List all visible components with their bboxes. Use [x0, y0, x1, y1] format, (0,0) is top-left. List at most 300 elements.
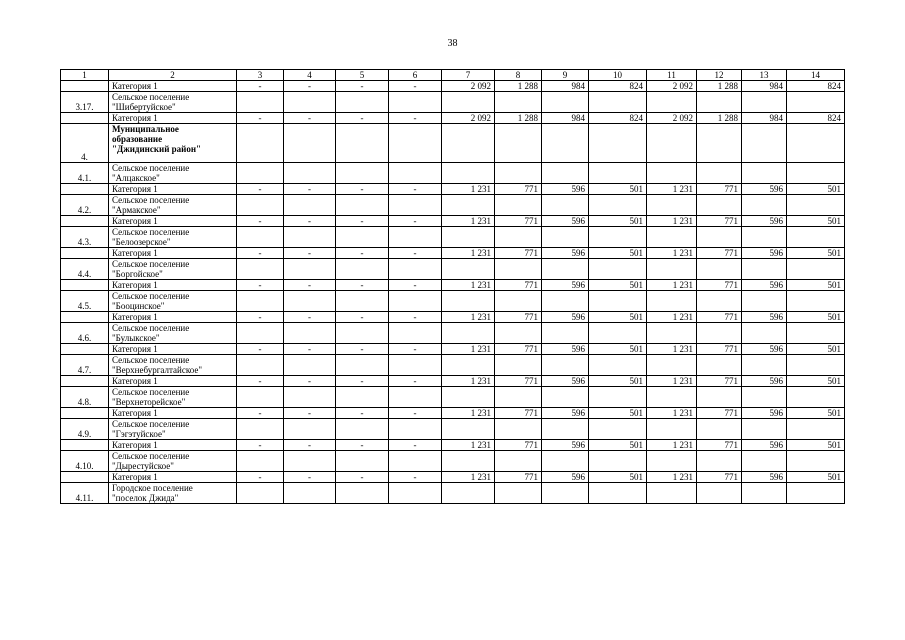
dash-cell: -: [336, 408, 389, 419]
dash-cell: -: [237, 312, 284, 323]
row-index: 4.11.: [61, 483, 109, 504]
empty-cell: [442, 387, 495, 408]
row-index: 4.4.: [61, 259, 109, 280]
empty-cell: [589, 483, 647, 504]
section-name-line: Сельское поселение: [112, 355, 190, 365]
empty-cell: [237, 483, 284, 504]
empty-cell: [336, 227, 389, 248]
value-cell: 596: [742, 440, 787, 451]
empty-cell: [542, 92, 589, 113]
category-row: [61, 113, 845, 124]
row-index-cell: [61, 248, 109, 259]
empty-cell: [742, 92, 787, 113]
value-cell: 1 231: [647, 472, 697, 483]
empty-cell: [589, 195, 647, 216]
value-cell: 596: [742, 408, 787, 419]
section-name-line: "Армакское": [112, 205, 161, 215]
empty-cell: [336, 195, 389, 216]
row-index: 4.10.: [61, 451, 109, 472]
empty-cell: [589, 92, 647, 113]
value-cell: 501: [589, 344, 647, 355]
category-row: [61, 472, 845, 483]
empty-cell: [389, 124, 442, 163]
value-cell: 501: [589, 472, 647, 483]
value-cell: 771: [697, 280, 742, 291]
table-body: [61, 70, 845, 504]
empty-cell: [647, 451, 697, 472]
dash-cell: -: [389, 280, 442, 291]
category-label: Категория 1: [109, 113, 237, 124]
empty-cell: [647, 355, 697, 376]
empty-cell: [697, 419, 742, 440]
empty-cell: [495, 92, 542, 113]
empty-cell: [495, 323, 542, 344]
empty-cell: [697, 92, 742, 113]
row-index: 4.3.: [61, 227, 109, 248]
value-cell: 1 231: [647, 216, 697, 227]
row-index: 4.2.: [61, 195, 109, 216]
value-cell: 501: [787, 344, 845, 355]
column-header: 11: [647, 70, 697, 81]
empty-cell: [742, 387, 787, 408]
empty-cell: [787, 483, 845, 504]
empty-cell: [787, 451, 845, 472]
empty-cell: [742, 195, 787, 216]
empty-cell: [787, 259, 845, 280]
section-name: [109, 483, 237, 504]
empty-cell: [389, 163, 442, 184]
section-row: [61, 259, 845, 280]
column-header: 9: [542, 70, 589, 81]
value-cell: 501: [787, 312, 845, 323]
value-cell: 1 231: [442, 376, 495, 387]
empty-cell: [237, 419, 284, 440]
dash-cell: -: [284, 344, 336, 355]
value-cell: 596: [742, 248, 787, 259]
section-name-line: Городское поселение: [112, 483, 193, 493]
value-cell: 2 092: [647, 81, 697, 92]
empty-cell: [237, 163, 284, 184]
empty-cell: [389, 483, 442, 504]
row-index-cell: [61, 81, 109, 92]
empty-cell: [742, 163, 787, 184]
row-index: 4.7.: [61, 355, 109, 376]
empty-cell: [787, 124, 845, 163]
section-name-line: "Верхнебургалтайское": [112, 365, 203, 375]
column-header: 14: [787, 70, 845, 81]
section-name-line: Сельское поселение: [112, 195, 190, 205]
section-name: [109, 323, 237, 344]
section-name: [109, 419, 237, 440]
value-cell: 824: [787, 113, 845, 124]
value-cell: 1 288: [495, 113, 542, 124]
section-name: [109, 124, 237, 163]
empty-cell: [495, 355, 542, 376]
dash-cell: -: [336, 344, 389, 355]
value-cell: 596: [542, 344, 589, 355]
category-label: Категория 1: [109, 184, 237, 195]
empty-cell: [284, 451, 336, 472]
value-cell: 1 231: [647, 280, 697, 291]
empty-cell: [589, 355, 647, 376]
section-name-line: "Боргойское": [112, 269, 163, 279]
empty-cell: [284, 291, 336, 312]
empty-cell: [389, 92, 442, 113]
dash-cell: -: [336, 248, 389, 259]
empty-cell: [542, 259, 589, 280]
value-cell: 771: [697, 344, 742, 355]
empty-cell: [284, 124, 336, 163]
empty-cell: [589, 163, 647, 184]
value-cell: 2 092: [442, 81, 495, 92]
dash-cell: -: [284, 184, 336, 195]
value-cell: 596: [542, 312, 589, 323]
empty-cell: [542, 323, 589, 344]
category-label: Категория 1: [109, 216, 237, 227]
category-row: [61, 312, 845, 323]
value-cell: 501: [787, 216, 845, 227]
value-cell: 596: [542, 216, 589, 227]
empty-cell: [787, 323, 845, 344]
value-cell: 501: [787, 408, 845, 419]
value-cell: 596: [742, 472, 787, 483]
category-label: Категория 1: [109, 408, 237, 419]
dash-cell: -: [336, 376, 389, 387]
empty-cell: [442, 451, 495, 472]
empty-cell: [495, 227, 542, 248]
category-label: Категория 1: [109, 376, 237, 387]
value-cell: 1 231: [442, 184, 495, 195]
value-cell: 596: [542, 408, 589, 419]
section-name-line: "Булыкское": [112, 333, 160, 343]
empty-cell: [336, 163, 389, 184]
value-cell: 771: [495, 344, 542, 355]
dash-cell: -: [284, 440, 336, 451]
value-cell: 1 288: [697, 113, 742, 124]
dash-cell: -: [336, 81, 389, 92]
dash-cell: -: [389, 113, 442, 124]
empty-cell: [495, 291, 542, 312]
section-name-line: Сельское поселение: [112, 323, 190, 333]
value-cell: 771: [495, 248, 542, 259]
dash-cell: -: [237, 376, 284, 387]
category-row: [61, 280, 845, 291]
category-label: Категория 1: [109, 344, 237, 355]
value-cell: 771: [697, 440, 742, 451]
category-label: Категория 1: [109, 280, 237, 291]
empty-cell: [697, 387, 742, 408]
empty-cell: [442, 483, 495, 504]
dash-cell: -: [284, 312, 336, 323]
empty-cell: [542, 163, 589, 184]
value-cell: 771: [697, 472, 742, 483]
empty-cell: [336, 355, 389, 376]
row-index-cell: [61, 472, 109, 483]
value-cell: 1 231: [647, 312, 697, 323]
empty-cell: [442, 419, 495, 440]
row-index-cell: [61, 184, 109, 195]
column-header: 6: [389, 70, 442, 81]
empty-cell: [787, 355, 845, 376]
category-row: [61, 81, 845, 92]
empty-cell: [237, 227, 284, 248]
empty-cell: [542, 355, 589, 376]
empty-cell: [442, 124, 495, 163]
empty-cell: [742, 259, 787, 280]
empty-cell: [647, 419, 697, 440]
empty-cell: [495, 451, 542, 472]
section-row: [61, 163, 845, 184]
value-cell: 771: [697, 248, 742, 259]
value-cell: 824: [589, 81, 647, 92]
empty-cell: [589, 451, 647, 472]
empty-cell: [697, 323, 742, 344]
dash-cell: -: [389, 408, 442, 419]
dash-cell: -: [237, 280, 284, 291]
dash-cell: -: [389, 248, 442, 259]
empty-cell: [647, 92, 697, 113]
empty-cell: [542, 124, 589, 163]
value-cell: 1 288: [697, 81, 742, 92]
row-index: 3.17.: [61, 92, 109, 113]
empty-cell: [237, 451, 284, 472]
section-name: [109, 291, 237, 312]
dash-cell: -: [389, 184, 442, 195]
row-index-cell: [61, 216, 109, 227]
value-cell: 1 231: [647, 184, 697, 195]
section-name-line: Сельское поселение: [112, 451, 190, 461]
section-name: [109, 259, 237, 280]
empty-cell: [542, 387, 589, 408]
section-name-line: "Гэгэтуйское": [112, 429, 166, 439]
empty-cell: [589, 323, 647, 344]
row-index-cell: [61, 408, 109, 419]
section-row: [61, 483, 845, 504]
empty-cell: [542, 227, 589, 248]
value-cell: 596: [742, 280, 787, 291]
column-header: 1: [61, 70, 109, 81]
category-row: [61, 216, 845, 227]
empty-cell: [237, 195, 284, 216]
section-row: [61, 355, 845, 376]
value-cell: 501: [589, 312, 647, 323]
value-cell: 596: [542, 472, 589, 483]
value-cell: 501: [589, 280, 647, 291]
column-header: 4: [284, 70, 336, 81]
empty-cell: [442, 195, 495, 216]
section-name-line: Сельское поселение: [112, 163, 190, 173]
row-index-cell: [61, 344, 109, 355]
empty-cell: [389, 195, 442, 216]
value-cell: 1 231: [442, 408, 495, 419]
section-name-line: "Шибертуйское": [112, 102, 176, 112]
value-cell: 984: [542, 81, 589, 92]
category-label: Категория 1: [109, 248, 237, 259]
section-name: [109, 195, 237, 216]
value-cell: 596: [742, 216, 787, 227]
empty-cell: [284, 323, 336, 344]
empty-cell: [284, 92, 336, 113]
empty-cell: [495, 419, 542, 440]
dash-cell: -: [237, 440, 284, 451]
dash-cell: -: [389, 312, 442, 323]
empty-cell: [237, 92, 284, 113]
dash-cell: -: [284, 408, 336, 419]
empty-cell: [647, 323, 697, 344]
value-cell: 501: [787, 280, 845, 291]
empty-cell: [336, 483, 389, 504]
empty-cell: [647, 483, 697, 504]
empty-cell: [787, 92, 845, 113]
empty-cell: [589, 259, 647, 280]
empty-cell: [284, 419, 336, 440]
empty-cell: [787, 163, 845, 184]
empty-cell: [495, 163, 542, 184]
category-row: [61, 376, 845, 387]
empty-cell: [542, 451, 589, 472]
empty-cell: [697, 259, 742, 280]
value-cell: 771: [697, 312, 742, 323]
empty-cell: [787, 419, 845, 440]
dash-cell: -: [389, 81, 442, 92]
empty-cell: [647, 195, 697, 216]
empty-cell: [442, 259, 495, 280]
empty-cell: [336, 323, 389, 344]
value-cell: 1 231: [647, 248, 697, 259]
empty-cell: [589, 387, 647, 408]
row-index-cell: [61, 440, 109, 451]
row-index-cell: [61, 376, 109, 387]
row-index: 4.1.: [61, 163, 109, 184]
value-cell: 501: [787, 440, 845, 451]
empty-cell: [742, 355, 787, 376]
dash-cell: -: [336, 113, 389, 124]
empty-cell: [284, 387, 336, 408]
section-row: [61, 419, 845, 440]
empty-cell: [442, 163, 495, 184]
empty-cell: [284, 163, 336, 184]
empty-cell: [284, 259, 336, 280]
column-header: 7: [442, 70, 495, 81]
dash-cell: -: [237, 184, 284, 195]
row-index: 4.: [61, 124, 109, 163]
value-cell: 1 231: [442, 248, 495, 259]
dash-cell: -: [237, 216, 284, 227]
empty-cell: [389, 419, 442, 440]
column-header: 8: [495, 70, 542, 81]
column-header: 5: [336, 70, 389, 81]
dash-cell: -: [336, 472, 389, 483]
section-row: [61, 92, 845, 113]
empty-cell: [697, 451, 742, 472]
empty-cell: [697, 227, 742, 248]
empty-cell: [647, 387, 697, 408]
dash-cell: -: [336, 280, 389, 291]
section-name-line: Сельское поселение: [112, 259, 190, 269]
value-cell: 771: [495, 216, 542, 227]
value-cell: 984: [742, 81, 787, 92]
dash-cell: -: [336, 184, 389, 195]
dash-cell: -: [284, 376, 336, 387]
value-cell: 1 231: [442, 280, 495, 291]
value-cell: 771: [697, 184, 742, 195]
empty-cell: [742, 323, 787, 344]
category-label: Категория 1: [109, 312, 237, 323]
category-row: [61, 184, 845, 195]
category-label: Категория 1: [109, 440, 237, 451]
value-cell: 771: [495, 376, 542, 387]
section-row: [61, 227, 845, 248]
value-cell: 2 092: [647, 113, 697, 124]
empty-cell: [697, 163, 742, 184]
section-row: [61, 323, 845, 344]
empty-cell: [495, 195, 542, 216]
empty-cell: [697, 195, 742, 216]
empty-cell: [336, 419, 389, 440]
section-name-line: "Белоозерское": [112, 237, 171, 247]
section-name-line: "Джидинский район": [112, 144, 201, 154]
value-cell: 596: [542, 280, 589, 291]
value-cell: 596: [742, 184, 787, 195]
section-name-line: Сельское поселение: [112, 291, 190, 301]
value-cell: 501: [589, 216, 647, 227]
empty-cell: [647, 291, 697, 312]
dash-cell: -: [389, 344, 442, 355]
section-name-line: Муниципальное: [112, 124, 179, 134]
section-row: [61, 451, 845, 472]
value-cell: 771: [697, 376, 742, 387]
empty-cell: [697, 483, 742, 504]
section-name: [109, 355, 237, 376]
value-cell: 824: [787, 81, 845, 92]
section-name-line: Сельское поселение: [112, 419, 190, 429]
value-cell: 771: [697, 216, 742, 227]
empty-cell: [697, 124, 742, 163]
empty-cell: [787, 387, 845, 408]
empty-cell: [647, 227, 697, 248]
column-header: 2: [109, 70, 237, 81]
empty-cell: [542, 195, 589, 216]
empty-cell: [542, 291, 589, 312]
empty-cell: [697, 291, 742, 312]
empty-cell: [442, 92, 495, 113]
row-index: 4.5.: [61, 291, 109, 312]
value-cell: 771: [495, 280, 542, 291]
dash-cell: -: [284, 81, 336, 92]
dash-cell: -: [237, 113, 284, 124]
value-cell: 501: [589, 184, 647, 195]
section-name-line: "Бооцинское": [112, 301, 165, 311]
value-cell: 596: [542, 248, 589, 259]
dash-cell: -: [389, 472, 442, 483]
section-name-line: Сельское поселение: [112, 227, 190, 237]
section-name-line: "Верхнеторейское": [112, 397, 186, 407]
section-name: [109, 387, 237, 408]
tariff-table: [60, 69, 845, 504]
header-row: [61, 70, 845, 81]
dash-cell: -: [237, 408, 284, 419]
section-name-line: Сельское поселение: [112, 387, 190, 397]
empty-cell: [787, 291, 845, 312]
section-name: [109, 163, 237, 184]
section-name: [109, 92, 237, 113]
empty-cell: [389, 291, 442, 312]
empty-cell: [647, 124, 697, 163]
value-cell: 501: [589, 248, 647, 259]
value-cell: 1 231: [442, 344, 495, 355]
value-cell: 596: [742, 312, 787, 323]
value-cell: 501: [589, 376, 647, 387]
